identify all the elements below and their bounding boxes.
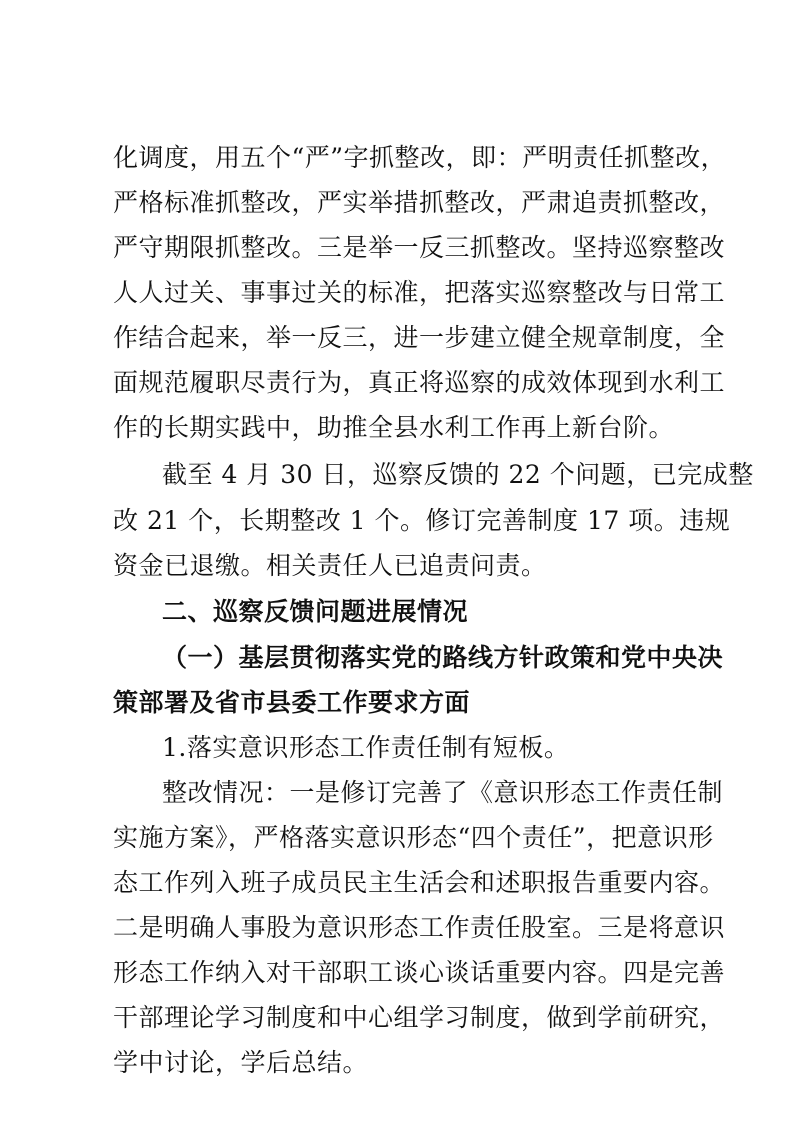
body-text-line: 面规范履职尽责行为，真正将巡察的成效体现到水利工 (113, 368, 726, 397)
body-text-line: 态工作列入班子成员民主生活会和述职报告重要内容。 (113, 868, 726, 897)
body-text-line: 作结合起来，举一反三，进一步建立健全规章制度，全 (113, 323, 726, 352)
body-text-line: 形态工作纳入对干部职工谈心谈话重要内容。四是完善 (113, 958, 726, 987)
body-text-line: 改 21 个，长期整改 1 个。修订完善制度 17 项。违规 (113, 506, 731, 535)
body-text-line: 资金已退缴。相关责任人已追责问责。 (113, 551, 547, 580)
body-text-line: 截至 4 月 30 日，巡察反馈的 22 个问题，已完成整 (162, 460, 754, 489)
body-text-line: 二是明确人事股为意识形态工作责任股室。三是将意识 (113, 913, 726, 942)
subsection-heading: （一）基层贯彻落实党的路线方针政策和党中央决 (162, 643, 724, 672)
body-text-line: 学中讨论，学后总结。 (113, 1048, 369, 1077)
section-heading: 二、巡察反馈问题进展情况 (162, 597, 469, 626)
body-text-line: 实施方案》，严格落实意识形态“四个责任”，把意识形 (113, 823, 714, 852)
body-text-line: 严守期限抓整改。三是举一反三抓整改。坚持巡察整改 (113, 233, 726, 262)
body-text-line: 整改情况：一是修订完善了《意识形态工作责任制 (162, 778, 724, 807)
item-heading: 1.落实意识形态工作责任制有短板。 (162, 733, 570, 762)
body-text-line: 人人过关、事事过关的标准，把落实巡察整改与日常工 (113, 278, 726, 307)
body-text-line: 作的长期实践中，助推全县水利工作再上新台阶。 (113, 413, 675, 442)
body-text-line: 干部理论学习制度和中心组学习制度，做到学前研究， (113, 1003, 726, 1032)
body-text-line: 严格标准抓整改，严实举措抓整改，严肃追责抓整改， (113, 188, 726, 217)
body-text-line: 化调度，用五个“严”字抓整改，即：严明责任抓整改， (113, 143, 727, 172)
subsection-heading: 策部署及省市县委工作要求方面 (113, 688, 471, 717)
